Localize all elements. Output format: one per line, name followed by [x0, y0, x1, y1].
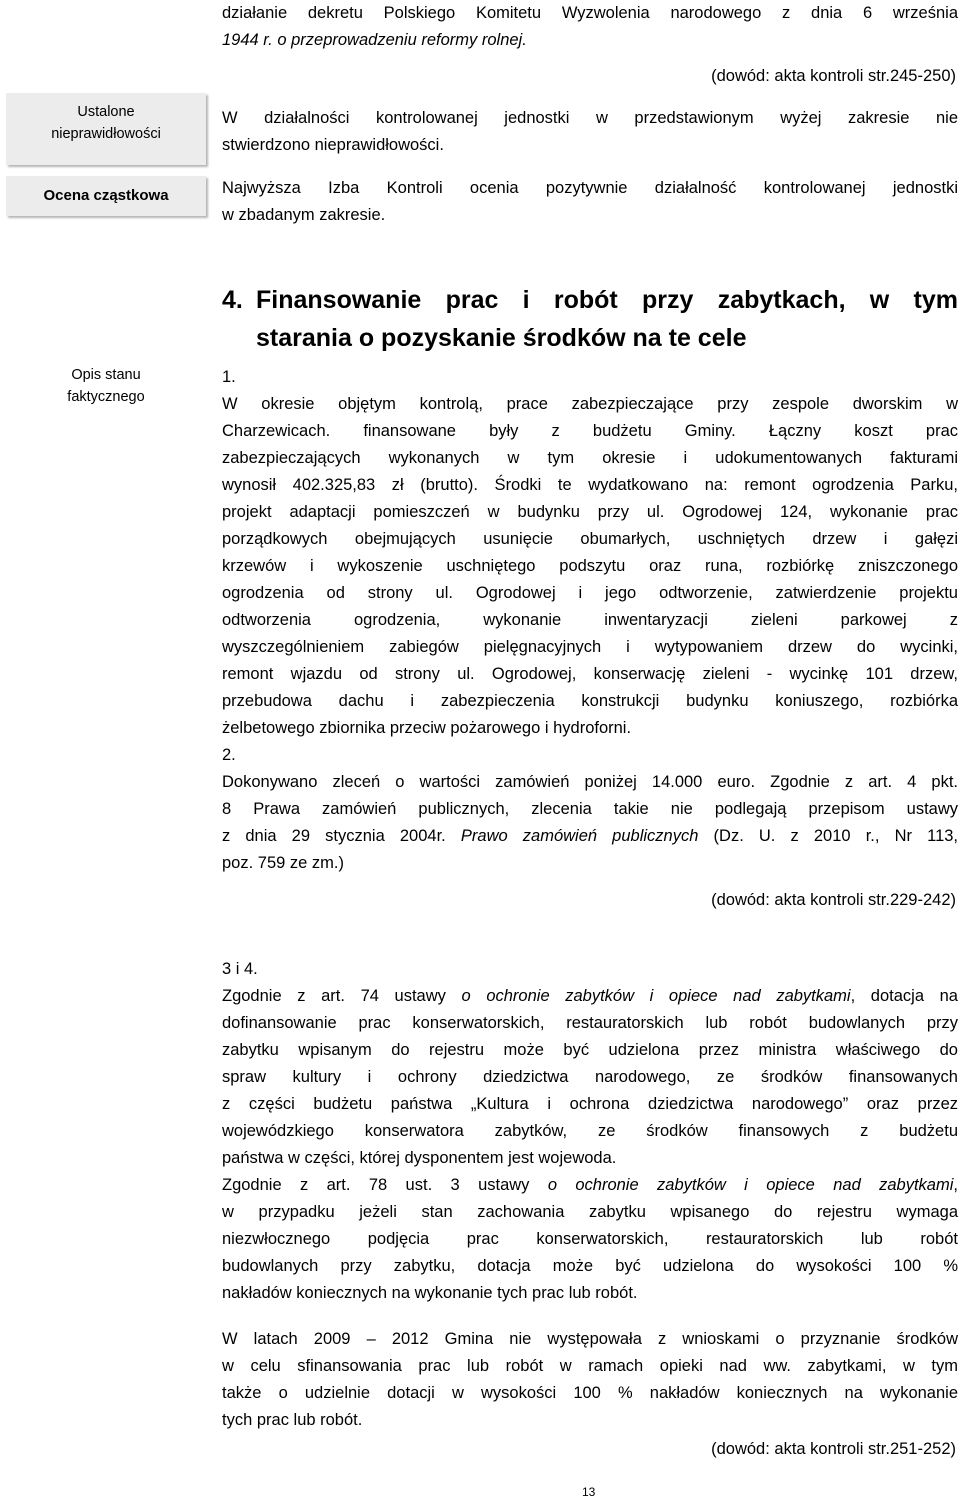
point2-line1: Dokonywano zleceń o wartości zamówień poniżej 14.000 euro. Zgodnie z art. 4 pkt. [222, 773, 958, 791]
point34-line8-a: Zgodnie z art. 78 ust. 3 ustawy [222, 1176, 548, 1194]
final-line1: W latach 2009 – 2012 Gmina nie występowała z wnioskami o przyznanie środków [222, 1330, 958, 1348]
point1-line: wyszczególnieniem zabiegów pielęgnacyjnych i wytypowaniem drzew do wycinki, [222, 638, 958, 656]
section-heading [222, 281, 958, 361]
evidence-point2: (dowód: akta kontroli str.229-242) [711, 891, 956, 909]
ocena-line2: w zbadanym zakresie. [222, 206, 386, 224]
point2-line3-b: (Dz. U. z 2010 r., Nr 113, [698, 827, 959, 845]
point2-line3-a: z dnia 29 stycznia 2004r. [222, 827, 461, 845]
point1-line: ogrodzenia od strony ul. Ogrodowej i jego odtworzenie, zatwierdzenie projektu [222, 584, 958, 602]
final-line2: w celu sfinansowania prac lub robót w ramach opieki nad ww. zabytkami, w tym [222, 1357, 958, 1375]
point1-line: W okresie objętym kontrolą, prace zabezpieczające przy zespole dworskim w [222, 395, 958, 413]
point34-line2: dofinansowanie prac konserwatorskich, restauratorskich lub robót budowlanych przy [222, 1014, 958, 1032]
point34-number: 3 i 4. [222, 960, 258, 978]
section-title-line2: starania o pozyskanie środków na te cele [256, 324, 747, 352]
point1-line: Charzewicach. finansowane były z budżetu Gminy. Łączny koszt prac [222, 422, 958, 440]
point34-line8-b: , [953, 1176, 958, 1194]
point1-line: wynosił 402.325,83 zł (brutto). Środki te wydatkowano na: remont ogrodzenia Parku, [222, 476, 958, 494]
ocena-line1: Najwyższa Izba Kontroli ocenia pozytywnie działalność kontrolowanej jednostki [222, 179, 958, 197]
nieprawidlowosci-line2: stwierdzono nieprawidłowości. [222, 136, 444, 154]
point34-line11: budowlanych przy zabytku, dotacja może być udzielona do wysokości 100 % [222, 1257, 958, 1275]
section-title-line1: Finansowanie prac i robót przy zabytkach, w tym [256, 286, 958, 314]
point2-line4: poz. 759 ze zm.) [222, 854, 344, 872]
point34-line6: wojewódzkiego konserwatora zabytków, ze środków finansowych z budżetu [222, 1122, 958, 1140]
evidence-final: (dowód: akta kontroli str.251-252) [711, 1440, 956, 1458]
point1-paragraph [222, 364, 958, 877]
point2-line3 [222, 823, 958, 850]
point34-act-title-2: o ochronie zabytków i opiece nad zabytkami [547, 1176, 954, 1194]
point1-line: krzewów i wykoszenie uschniętego podszytu oraz runa, rozbiórkę zniszczonego [222, 557, 958, 575]
section-number: 4. [222, 286, 243, 314]
sidebar-ocena-label: Ocena cząstkowa [43, 187, 169, 204]
sidebar-ocena-czastkowa [6, 176, 206, 216]
page-number: 13 [582, 1485, 596, 1499]
point34-line3: zabytku wpisanym do rejestru może być udzielona przez ministra właściwego do [222, 1041, 958, 1059]
final-line4: tych prac lub robót. [222, 1411, 363, 1429]
top-line1: działanie dekretu Polskiego Komitetu Wyzwolenia narodowego z dnia 6 września [222, 4, 958, 22]
point1-number: 1. [222, 368, 236, 386]
nieprawidlowosci-line1: W działalności kontrolowanej jednostki w przedstawionym wyżej zakresie nie [222, 109, 958, 127]
sidebar-opis-stanu [6, 364, 206, 412]
point34-line7: państwa w części, której dysponentem jest wojewoda. [222, 1149, 617, 1167]
final-line3: także o udzielnie dotacji w wysokości 100 % nakładów koniecznych na wykonanie [222, 1384, 958, 1402]
sidebar-ustalone-nieprawidlowosci [6, 93, 206, 165]
top-line2 [222, 27, 958, 54]
point34-line10: niezwłocznego podjęcia prac konserwatorskich, restauratorskich lub robót [222, 1230, 958, 1248]
top-paragraph [222, 0, 958, 54]
nieprawidlowosci-paragraph [222, 105, 958, 159]
point2-line2: 8 Prawa zamówień publicznych, zlecenia takie nie podlegają przepisom ustawy [222, 800, 958, 818]
point2-number: 2. [222, 746, 236, 764]
point1-line: projekt adaptacji pomieszczeń w budynku przy ul. Ogrodowej 124, wykonanie prac [222, 503, 958, 521]
final-paragraph [222, 1326, 958, 1434]
point34-line4: spraw kultury i ochrony dziedzictwa narodowego, ze środków finansowanych [222, 1068, 958, 1086]
point34-paragraph [222, 956, 958, 1307]
sidebar-ustalone-line1: Ustalone [77, 104, 135, 120]
point34-act-title: o ochronie zabytków i opiece nad zabytkami [461, 987, 851, 1005]
point1-line: odtworzenia ogrodzenia, wykonanie inwentaryzacji zieleni parkowej z [222, 611, 958, 629]
ocena-paragraph [222, 175, 958, 229]
point1-line: żelbetowego zbiornika przeciw pożarowego i hydroforni. [222, 719, 632, 737]
point34-line9: w przypadku jeżeli stan zachowania zabytku wpisanego do rejestru wymaga [222, 1203, 958, 1221]
point1-line: zabezpieczających wykonanych w tym okresie i udokumentowanych fakturami [222, 449, 958, 467]
sidebar-opis-line1: Opis stanu [71, 367, 141, 383]
point2-act-title: Prawo zamówień publicznych [460, 827, 699, 845]
point1-line: porządkowych obejmujących usunięcie obumarłych, uschniętych drzew i gałęzi [222, 530, 958, 548]
top-line2-text: 1944 r. o przeprowadzeniu reformy rolnej. [222, 31, 527, 49]
evidence-top: (dowód: akta kontroli str.245-250) [711, 67, 956, 85]
point1-line: remont wjazdu od strony ul. Ogrodowej, konserwację zieleni - wycinkę 101 drzew, [222, 665, 958, 683]
sidebar-opis-line2: faktycznego [67, 389, 145, 405]
sidebar-ustalone-line2: nieprawidłowości [51, 126, 161, 142]
point34-line5: z części budżetu państwa „Kultura i ochrona dziedzictwa narodowego” oraz przez [222, 1095, 958, 1113]
point34-line8 [222, 1172, 958, 1199]
point34-line1-b: , dotacja na [850, 987, 958, 1005]
point34-line1-a: Zgodnie z art. 74 ustawy [222, 987, 462, 1005]
point34-line1 [222, 983, 958, 1010]
point34-line12: nakładów koniecznych na wykonanie tych prac lub robót. [222, 1284, 638, 1302]
point1-line: przebudowa dachu i zabezpieczenia konstrukcji budynku koniuszego, rozbiórka [222, 692, 958, 710]
